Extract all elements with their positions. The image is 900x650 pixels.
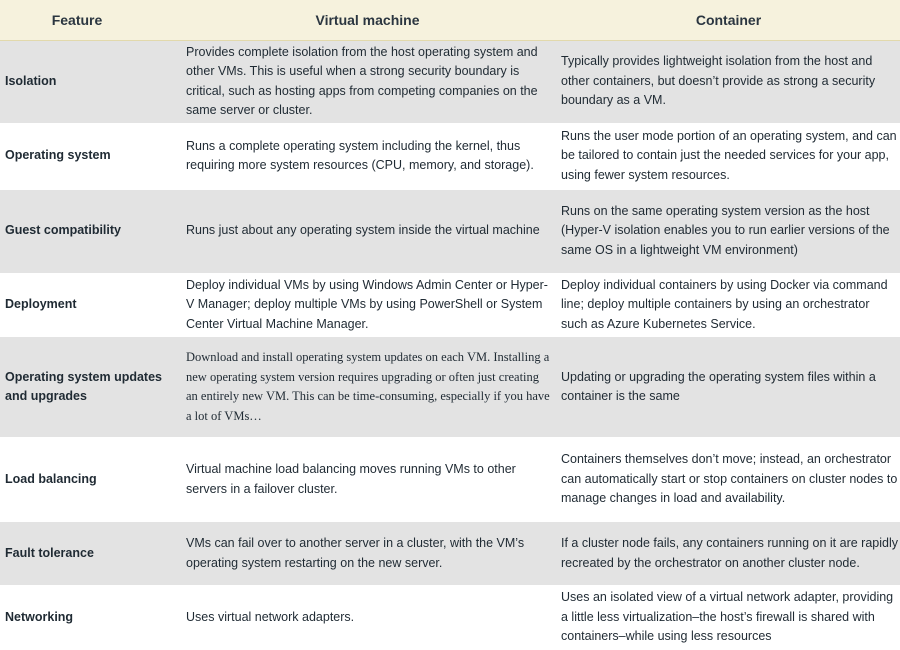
table-row-isolation [0, 40, 900, 123]
header-container: Container [695, 11, 762, 28]
container-cell: Updating or upgrading the operating system files within a container is the same [557, 337, 900, 438]
feature-cell: Guest compatibility [0, 189, 178, 273]
feature-cell: Load balancing [0, 438, 178, 522]
table-row-guest-compatibility [0, 189, 900, 273]
header-feature: Feature [51, 11, 103, 28]
header-row [0, 0, 900, 40]
feature-cell: Networking [0, 586, 178, 650]
table-row-deployment [0, 273, 900, 337]
vm-cell: Provides complete isolation from the host operating system and other VMs. This is useful when a strong security boundary is critical, such as hosting apps from competing companies on the same server or cluster. [178, 40, 557, 123]
container-cell: If a cluster node fails, any containers running on it are rapidly recreated by the orchestrator on another cluster node. [557, 522, 900, 586]
feature-cell: Operating system [0, 123, 178, 189]
feature-cell: Fault tolerance [0, 522, 178, 586]
vm-cell: Uses virtual network adapters. [178, 586, 557, 650]
feature-cell: Deployment [0, 273, 178, 337]
feature-cell: Operating system updates and upgrades [0, 337, 178, 438]
vm-cell: Runs just about any operating system inside the virtual machine [178, 189, 557, 273]
table-row-os-updates [0, 337, 900, 438]
table-row-fault-tolerance [0, 522, 900, 586]
vm-cell: Download and install operating system updates on each VM. Installing a new operating system version requires upgrading or often just creating an entirely new VM. This can be time-consuming, especially if you have a lot of VMs… [178, 337, 557, 438]
table-row-networking [0, 586, 900, 650]
container-cell: Deploy individual containers by using Docker via command line; deploy multiple containers by using an orchestrator such as Azure Kubernetes Service. [557, 273, 900, 337]
feature-cell: Isolation [0, 40, 178, 123]
container-cell: Uses an isolated view of a virtual network adapter, providing a little less virtualization–the host’s firewall is shared with containers–while using less resources [557, 586, 900, 650]
table-row-load-balancing [0, 438, 900, 522]
container-cell: Runs the user mode portion of an operating system, and can be tailored to contain just the needed services for your app, using fewer system resources. [557, 123, 900, 189]
vm-cell: Runs a complete operating system including the kernel, thus requiring more system resources (CPU, memory, and storage). [178, 123, 557, 189]
container-cell: Containers themselves don’t move; instead, an orchestrator can automatically start or stop containers on cluster nodes to manage changes in load and availability. [557, 438, 900, 522]
vm-cell: Virtual machine load balancing moves running VMs to other servers in a failover cluster. [178, 438, 557, 522]
vm-cell: Deploy individual VMs by using Windows Admin Center or Hyper-V Manager; deploy multiple VMs by using PowerShell or System Center Virtual Machine Manager. [178, 273, 557, 337]
container-cell: Typically provides lightweight isolation from the host and other containers, but doesn’t provide as strong a security boundary as a VM. [557, 40, 900, 123]
table-row-operating-system [0, 123, 900, 189]
header-virtual-machine: Virtual machine [315, 11, 420, 28]
vm-cell: VMs can fail over to another server in a cluster, with the VM’s operating system restarting on the new server. [178, 522, 557, 586]
container-cell: Runs on the same operating system version as the host (Hyper-V isolation enables you to run earlier versions of the same OS in a lightweight VM environment) [557, 189, 900, 273]
